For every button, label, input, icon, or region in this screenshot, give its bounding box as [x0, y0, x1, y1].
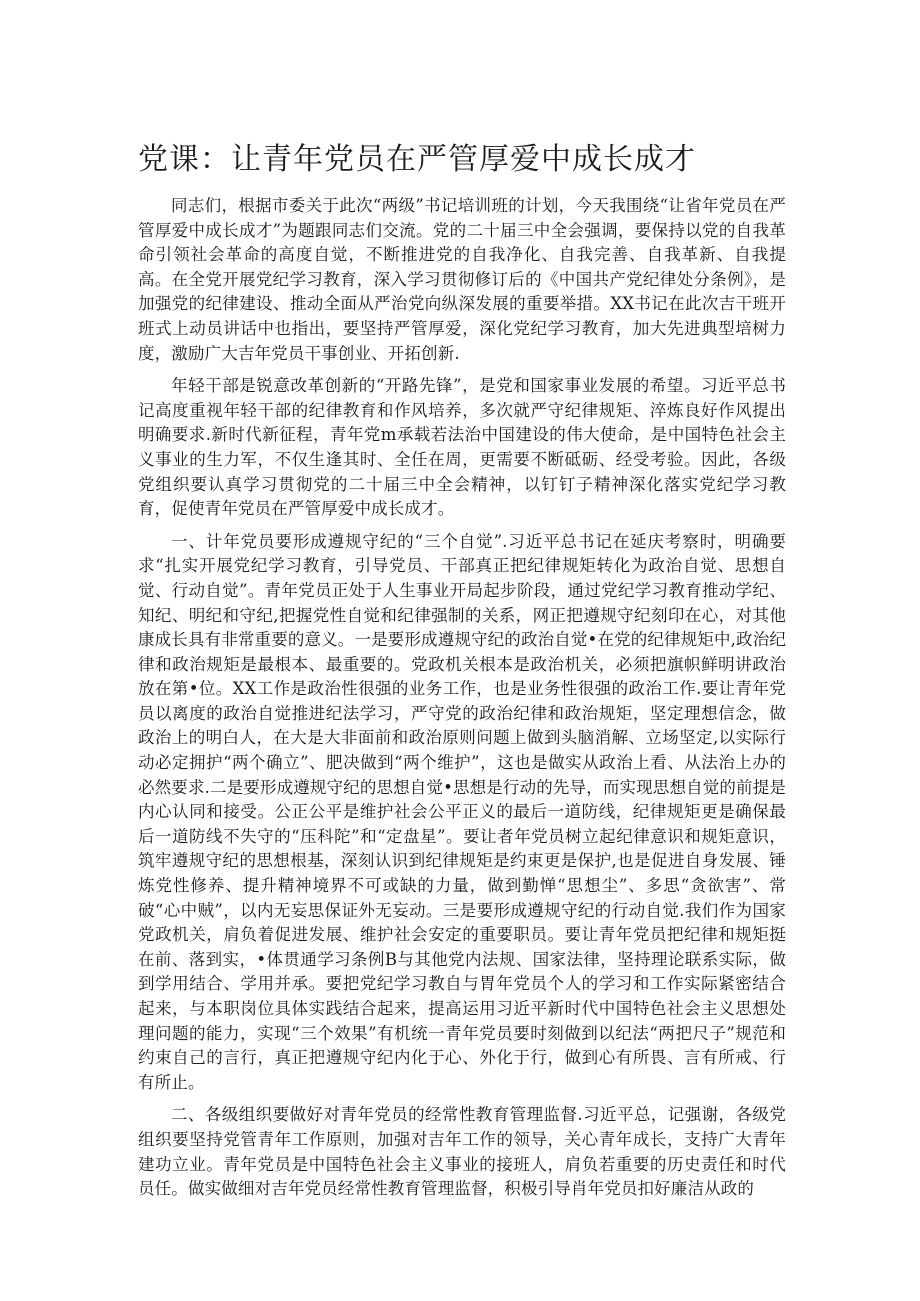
paragraph-intro: 同志们，根据市委关于此次“两级”书记培训班的计划，今天我围绕“让省年党员在严管厚爱中成长成才”为题跟同志们交流。党的二十届三中全会强调，要保持以党的自我革命引领社会革命的高度自觉，不断推进党的自我净化、自我完善、自我革新、自我提高。在全党开展党纪学习教育，深入学习贯彻修订后的《中国共产党纪律处分条例》，是加强党的纪律建设、推动全面从严治党向纵深发展的重要举措。XX书记在此次吉干班开班式上动员讲话中也指出，要坚持严管厚爱，深化党纪学习教育，加大先进典型培树力度，激励广大吉年党员干事创业、开拓创新.	[138, 196, 786, 363]
document-title: 党课：让青年党员在严管厚爱中成长成才	[138, 142, 696, 177]
paragraph-section-one: 一、计年党员要形成遵规守纪的“三个自觉”.习近平总书记在延庆考察时，明确要求“扎实开展党纪学习教育，引导党员、干部真正把纪律规矩转化为政治自觉、思想自觉、行动自觉”。青年党员正处于人生事业开局起步阶段，通过党纪学习教育推动学纪、知纪、明纪和守纪,把握党性自觉和纪律强制的关系，网正把遵规守纪刻印在心，对其他康成长具有非常重要的意义。一是要形成遵规守纪的政治自觉•在党的纪律规矩中,政治纪律和政治规矩是最根本、最重要的。党政机关根本是政治机关，必须把旗帜鲜明讲政治放在第•位。XX工作是政治性很强的业务工作，也是业务性很强的政治工作.要让青年党员以离度的政治自觉推进纪法学习，严守党的政治纪律和政治规矩，坚定理想信念，做政治上的明白人，在大是大非面前和政治原则问题上做到头脑消解、立场坚定,以实际行动必定拥护“两个确立”、肥决做到“两个维护”，这也是做实从政治上看、从法治上办的必然要求.二是要形成遵规守纪的思想自觉•思想是行动的先导，而实现思想自觉的前提是内心认同和接受。公正公平是维护社会公平正义的最后一道防线，纪律规矩更是确保最后一道防线不失守的“压科陀”和“定盘星”。要让者年党员树立起纪律意识和规矩意识，筑牢遵规守纪的思想根基，深刻认识到纪律规矩是约束更是保护,也是促进自身发展、锤炼党性修养、提升精神境界不可或缺的力量，做到勤惮“思想尘”、多思“贪欲害”、常破“心中贼”，以内无妄思保证外无妄动。三是要形成遵规守纪的行动自觉.我们作为国家党政机关，肩负着促进发展、维护社会安定的重要职员。要让青年党员把纪律和规矩挺在前、落到实，•体贯通学习条例B与其他党内法规、国家法律，坚持理论联系实际，做到学用结合、学用并承。要把党纪学习教自与胃年党员个人的学习和工作实际紧密结合起来，与本职岗位具体实践结合起来，提高运用习近平新时代中国特色社会主义思想处理问题的能力，实现“三个效果”有机统一青年党员要时刻做到以纪法“两把尺子”规范和约束自己的言行，真正把遵规守纪内化于心、外化于行，做到心有所畏、言有所戒、行有所止。	[138, 531, 786, 1092]
document-body	[138, 194, 786, 1210]
paragraph-section-two: 二、各级组织要做好对青年党员的经常性教育管理监督.习近平总，记强谢，各级党组织要坚持党管青年工作原则，加强对吉年工作的领导，关心青年成长，支持广大青年建功立业。青年党员是中国特色社会主义事业的接班人，肩负若重要的历史责任和时代员任。做实做细对吉年党员经常性教育管理监督，积极引导肖年党员扣好廉洁从政的	[138, 1105, 786, 1199]
paragraph-young-cadres: 年轻干部是锐意改革创新的“开路先锋”，是党和国家事业发展的希望。习近平总书记高度重视年轻干部的纪律教育和作风培养，多次就严守纪律规矩、淬炼良好作风提出明确要求.新时代新征程，青年党m承载若法治中国建设的伟大使命，是中国特色社会主义事业的生力军，不仅生逢其时、全任在周，更需要不断砥砺、经受考验。因此，各级党组织要认真学习贯彻党的二十届三中全会精神，以钉钉子精神深化落实党纪学习教育，促使青年党员在严管厚爱中成长成才。	[138, 376, 786, 519]
